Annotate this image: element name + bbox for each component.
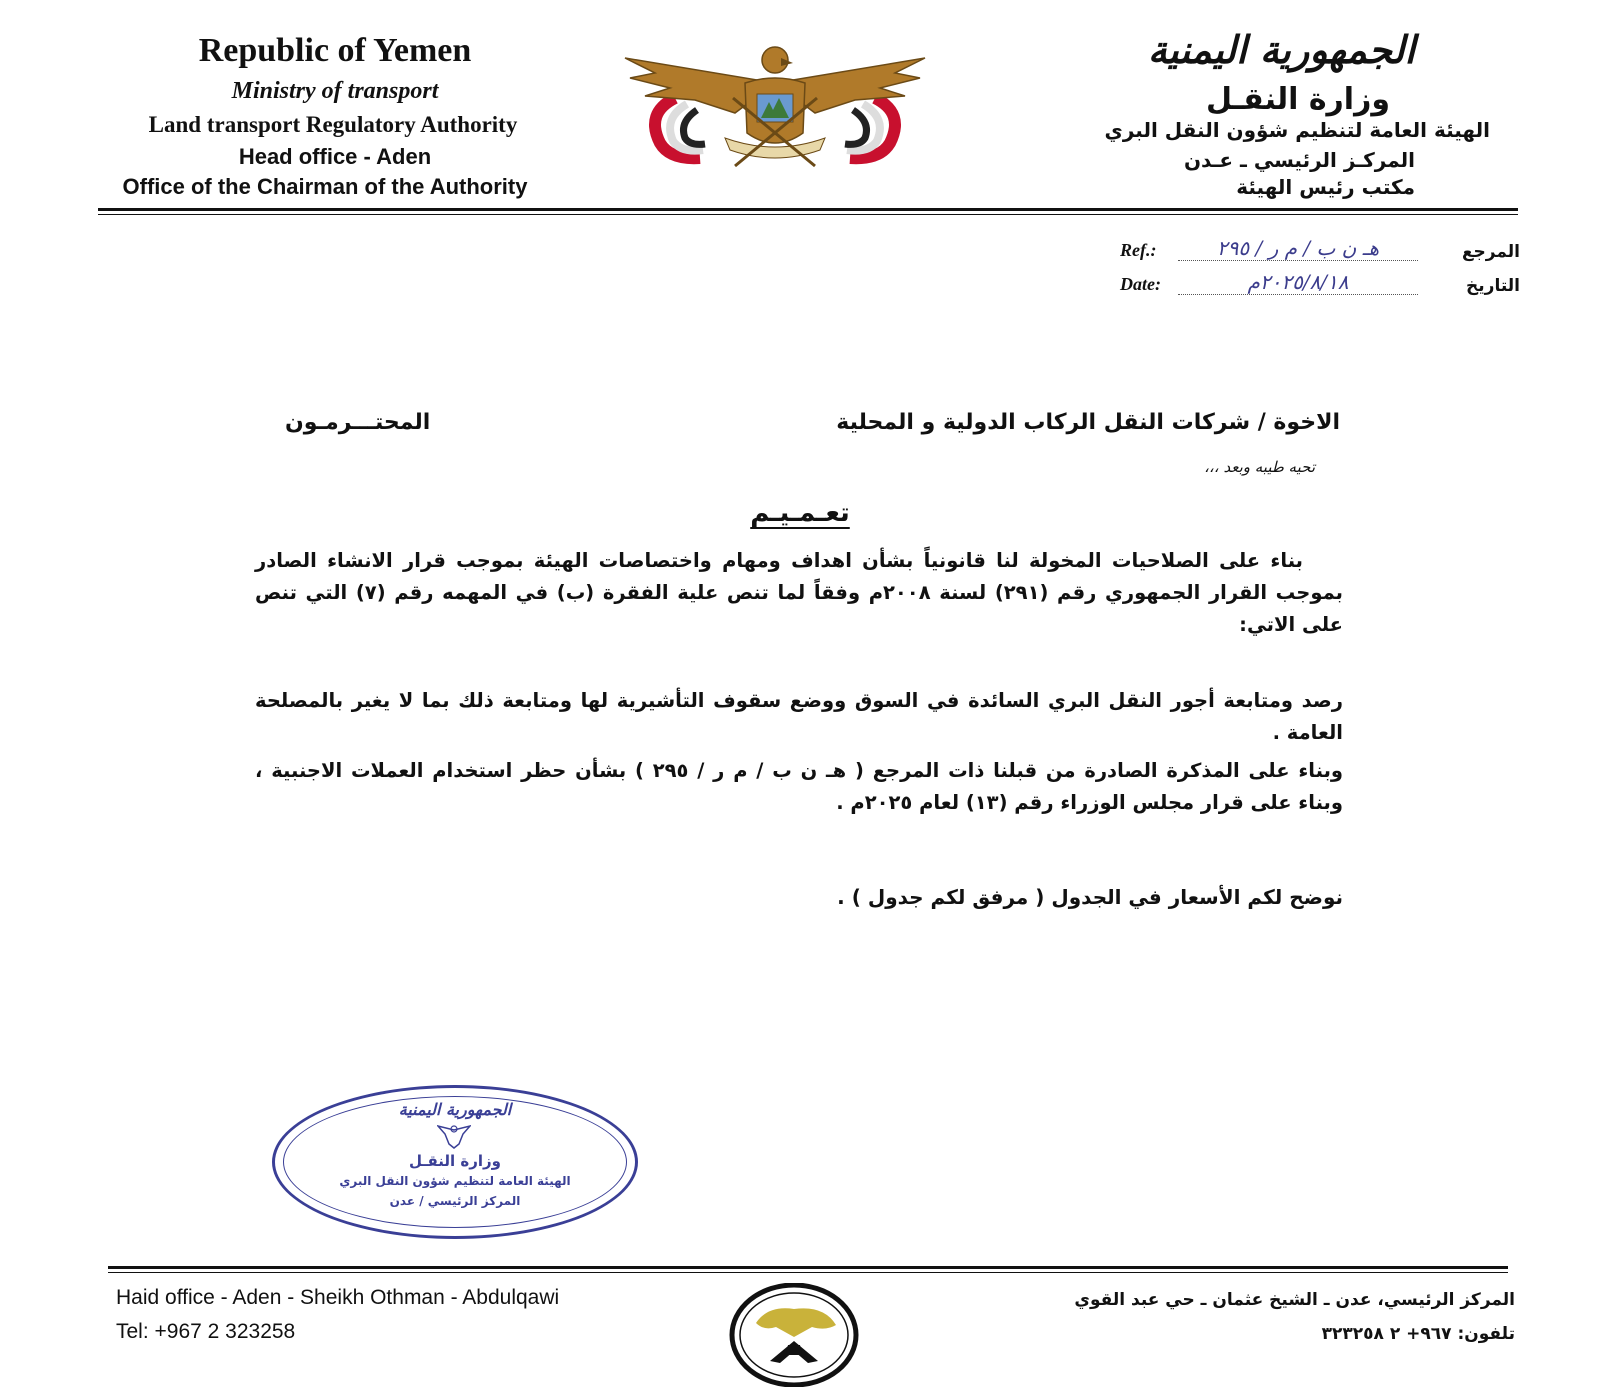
header-en-ministry: Ministry of transport (231, 78, 439, 104)
footer-address-ar: المركز الرئيسي، عدن ـ الشيخ عثمان ـ حي عبد القوي (1074, 1290, 1515, 1310)
date-label-en: Date: (1120, 274, 1161, 294)
stamp-line-2: وزارة النقـل (408, 1152, 502, 1170)
header-ar-office: مكتب رئيس الهيئة (1236, 175, 1415, 199)
footer-divider (108, 1266, 1508, 1269)
ref-label-ar: المرجع (1461, 242, 1520, 262)
date-row (1120, 270, 1520, 304)
ref-row (1120, 236, 1520, 270)
footer-address-en: Haid office - Aden - Sheikh Othman - Abdulqawi (116, 1286, 560, 1309)
letter-paragraph-1: بناء على الصلاحيات المخولة لنا قانونياً بشأن اهداف ومهام واختصاصات الهيئة بموجب قرار الانشاء الصادر بموجب القرار الجمهوري رقم (٢٩١) لسنة ٢٠٠٨م وفقاً لما تنص علية الفقرة (ب) في المهمه رقم (٧) التي تنص على الاتي: (255, 549, 1343, 636)
header-divider-thin (98, 214, 1518, 215)
letter-subject: تعـمـيـم (750, 498, 850, 528)
header-divider (98, 208, 1518, 211)
authority-logo-icon (728, 1283, 860, 1387)
header-ar-ministry: وزارة النقـل (1205, 82, 1390, 117)
ref-value: هـ ن ب / م ر / ٢٩٥ (1178, 236, 1418, 261)
letter-respected: المحتـــرمـون (285, 410, 431, 435)
footer-phone-ar: تلفون: ٩٦٧+ ٢ ٣٢٣٢٥٨ (1321, 1324, 1515, 1344)
letter-greeting: تحيه طيبه وبعد ،،، (1204, 458, 1315, 476)
header-en-authority: Land transport Regulatory Authority (148, 112, 518, 137)
stamp-eagle-icon (437, 1124, 471, 1150)
stamp-line-4: المركز الرئيسي / عدن (389, 1194, 521, 1208)
header-ar-head-office: المركـز الرئيسي ـ عـدن (1183, 148, 1415, 172)
date-value: ٢٠٢٥/٨/١٨م (1178, 270, 1418, 295)
header-en-head-office: Head office - Aden (238, 144, 432, 169)
footer-divider-thin (108, 1272, 1508, 1273)
header-en-office: Office of the Chairman of the Authority (122, 174, 528, 199)
ref-label-en: Ref.: (1120, 240, 1157, 260)
letter-paragraph-2: رصد ومتابعة أجور النقل البري السائدة في السوق ووضع سقوف التأشيرية لها ومتابعة ذلك بما لا يغير بالمصلحة العامة . (255, 689, 1343, 744)
footer-phone-en: Tel: +967 2 323258 (116, 1320, 296, 1343)
header-en-country: Republic of Yemen (198, 32, 472, 69)
header-ar-country: الجمهورية اليمنية (1147, 28, 1415, 72)
yemen-eagle-emblem-icon (615, 38, 935, 170)
stamp-line-1: الجمهورية اليمنية (398, 1100, 512, 1119)
letter-recipient: الاخوة / شركات النقل الركاب الدولية و المحلية (836, 410, 1340, 435)
letter-closing: نوضح لكم الأسعار في الجدول ( مرفق لكم جدول ) . (837, 885, 1343, 909)
date-label-ar: التاريخ (1466, 276, 1520, 296)
header-ar-authority: الهيئة العامة لتنظيم شؤون النقل البري (1104, 118, 1490, 142)
official-stamp (272, 1085, 638, 1239)
stamp-line-3: الهيئة العامة لتنظيم شؤون النقل البري (339, 1174, 571, 1188)
letter-paragraph-3: وبناء على المذكرة الصادرة من قبلنا ذات المرجع ( هـ ن ب / م ر / ٢٩٥ ) بشأن حظر استخدام العملات الاجنبية ، وبناء على قرار مجلس الوزراء رقم (١٣) لعام ٢٠٢٥م . (255, 759, 1344, 814)
